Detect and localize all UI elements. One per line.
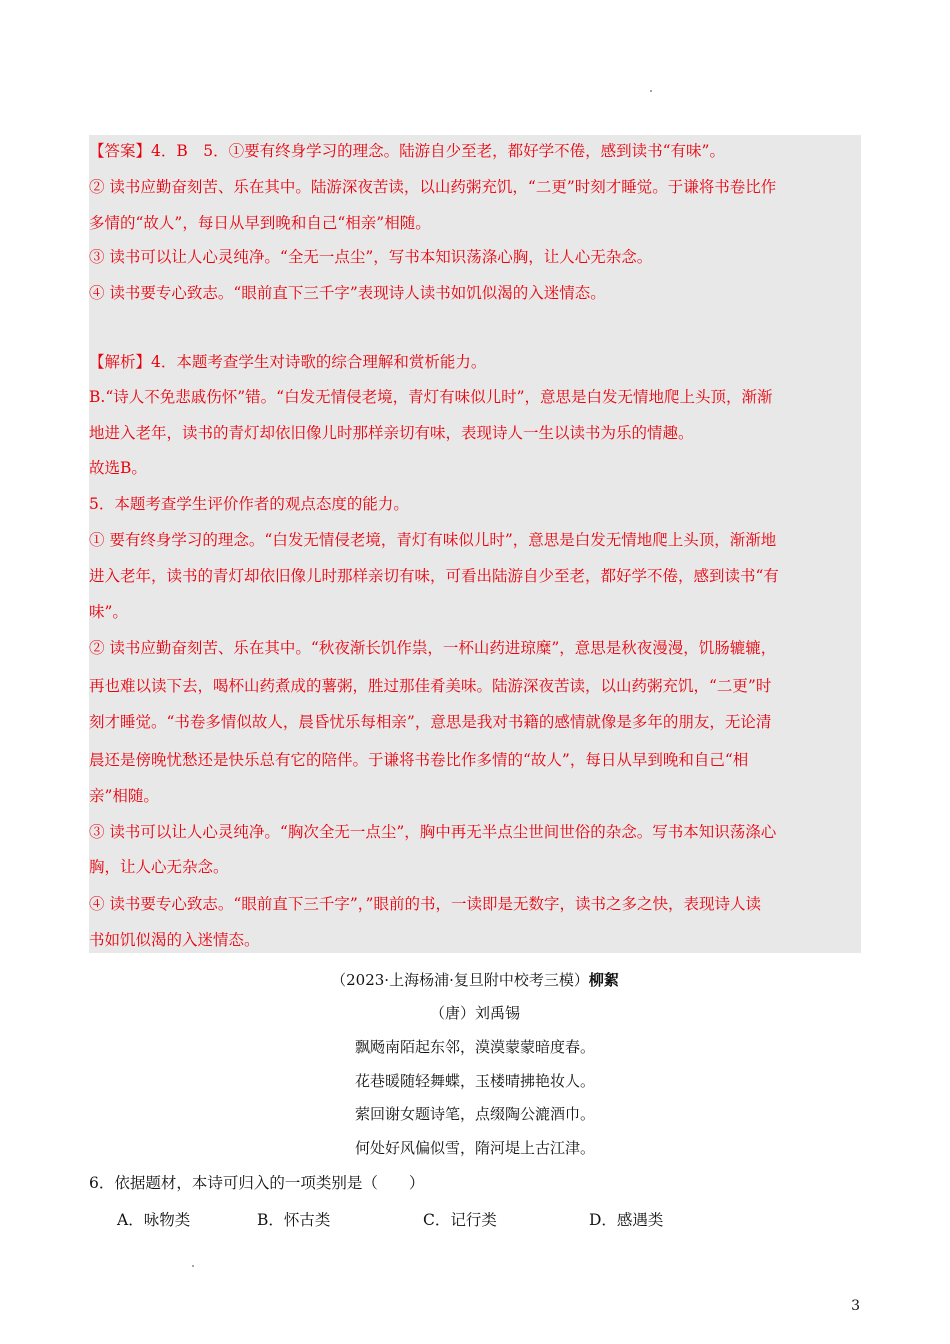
poem-heading [0, 970, 950, 990]
answer-line-3: 多情的“故人”，每日从早到晚和自己“相亲”相随。 [89, 214, 431, 232]
page-number: 3 [851, 1298, 860, 1314]
analysis-line-7: 进入老年，读书的青灯却依旧像儿时那样亲切有味，可看出陆游自少至老，都好学不倦，感到读书“有 [89, 567, 779, 585]
answer-line-2: ② 读书应勤奋刻苦、乐在其中。陆游深夜苦读，以山药粥充饥，“二更”时刻才睡觉。于谦将书卷比作 [89, 178, 777, 196]
option-d: D．感遇类 [589, 1211, 664, 1229]
analysis-line-10: 再也难以读下去，喝杯山药煮成的薯粥，胜过那佳肴美味。陆游深夜苦读，以山药粥充饥，“二更”时 [89, 677, 772, 695]
poem-source: （2023·上海杨浦·复旦附中校考三模） [331, 971, 589, 989]
analysis-line-3: 地进入老年，读书的青灯却依旧像儿时那样亲切有味，表现诗人一生以读书为乐的情趣。 [89, 424, 694, 442]
analysis-line-11: 刻才睡觉。“书卷多情似故人，晨昏忧乐每相亲”，意思是我对书籍的感情就像是多年的朋友，无论清 [89, 713, 772, 731]
option-c: C．记行类 [423, 1211, 497, 1229]
analysis-line-2: B.“诗人不免悲戚伤怀”错。“白发无情侵老境，青灯有味似儿时”，意思是白发无情地爬上头顶，渐渐 [89, 388, 773, 406]
analysis-line-13: 亲”相随。 [89, 787, 159, 805]
option-a: A．咏物类 [117, 1211, 191, 1229]
analysis-line-1: 【解析】4．本题考查学生对诗歌的综合理解和赏析能力。 [89, 353, 487, 371]
option-b: B．怀古类 [257, 1211, 331, 1229]
answer-line-1: 【答案】4．B 5．①要有终身学习的理念。陆游自少至老，都好学不倦，感到读书“有味”。 [89, 142, 725, 160]
analysis-line-17: 书如饥似渴的入迷情态。 [89, 931, 260, 949]
poem-line-4: 何处好风偏似雪，隋河堤上古江津。 [354, 1139, 595, 1157]
analysis-line-5: 5．本题考查学生评价作者的观点态度的能力。 [89, 495, 409, 513]
analysis-line-12: 晨还是傍晚忧愁还是快乐总有它的陪伴。于谦将书卷比作多情的“故人”，每日从早到晚和自己“相 [89, 751, 749, 769]
analysis-line-8: 味”。 [89, 603, 128, 621]
question-text: 6．依据题材，本诗可归入的一项类别是（ ） [89, 1174, 425, 1192]
analysis-line-9: ② 读书应勤奋刻苦、乐在其中。“秋夜渐长饥作祟，一杯山药进琼糜”，意思是秋夜漫漫，饥肠辘辘， [89, 639, 777, 657]
poem-line-2: 花巷暖随轻舞蝶，玉楼晴拂艳妆人。 [354, 1072, 595, 1090]
scan-speck [650, 90, 652, 92]
analysis-line-14: ③ 读书可以让人心灵纯净。“胸次全无一点尘”，胸中再无半点尘世间世俗的杂念。写书本知识荡涤心 [89, 823, 777, 841]
poem-line-1: 飘飏南陌起东邻，漠漠蒙蒙暗度春。 [354, 1038, 595, 1056]
poem-line-3: 萦回谢女题诗笔，点缀陶公漉酒巾。 [354, 1105, 595, 1123]
analysis-line-6: ① 要有终身学习的理念。“白发无情侵老境，青灯有味似儿时”，意思是白发无情地爬上头顶，渐渐地 [89, 531, 777, 549]
question-options [0, 1208, 950, 1230]
scan-speck [192, 1265, 194, 1267]
analysis-line-16: ④ 读书要专心致志。“眼前直下三千字”，”眼前的书，一读即是无数字，读书之多之快，表现诗人读 [89, 895, 761, 913]
answer-line-4: ③ 读书可以让人心灵纯净。“全无一点尘”，写书本知识荡涤心胸，让人心无杂念。 [89, 248, 653, 266]
analysis-line-15: 胸，让人心无杂念。 [89, 858, 229, 876]
analysis-line-4: 故选B。 [89, 459, 147, 477]
poem-author: （唐）刘禹锡 [429, 1004, 520, 1022]
poem-title: 柳絮 [588, 971, 619, 989]
answer-line-5: ④ 读书要专心致志。“眼前直下三千字”表现诗人读书如饥似渴的入迷情态。 [89, 284, 606, 302]
